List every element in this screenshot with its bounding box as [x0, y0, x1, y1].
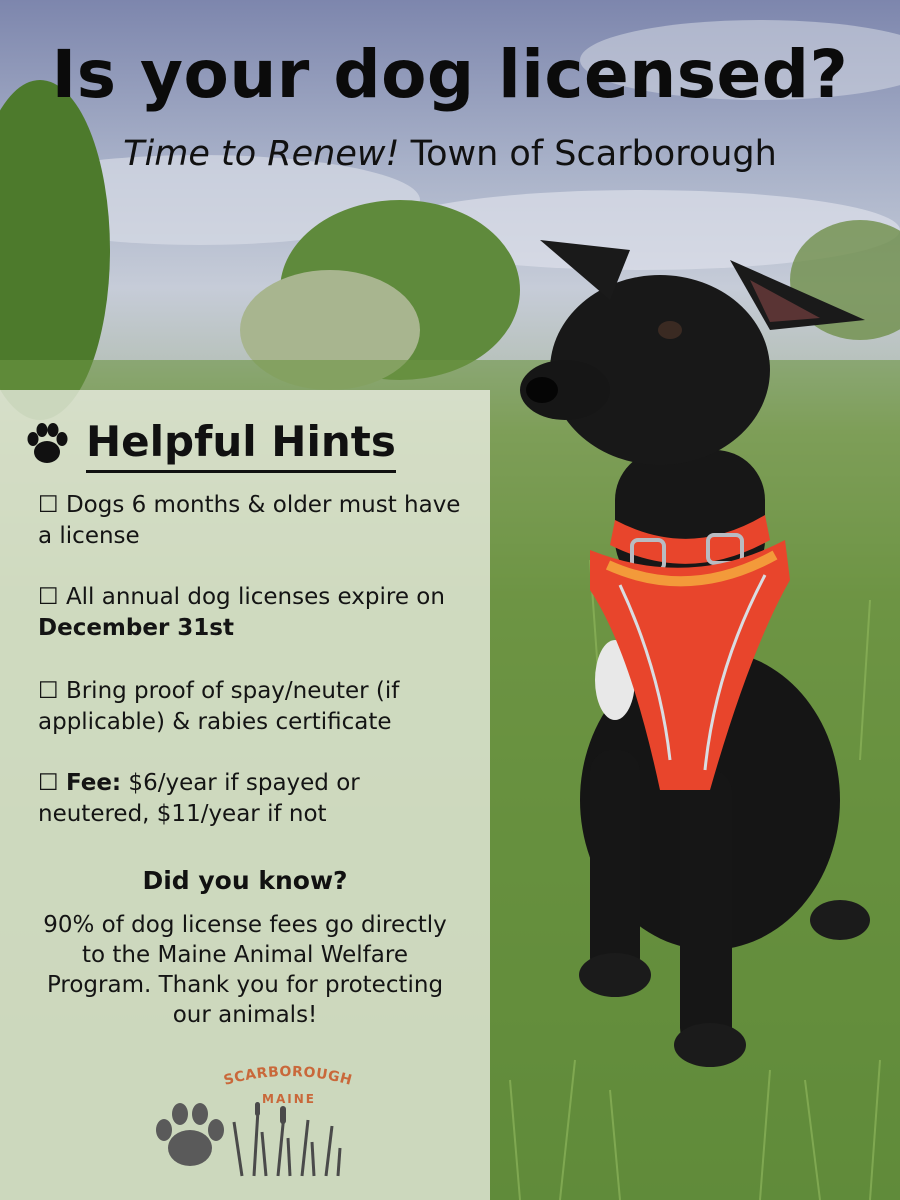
checkbox-icon: ☐ [38, 770, 59, 796]
paw-icon [24, 421, 70, 467]
hint-bold: December 31st [38, 615, 234, 641]
hint-item [38, 676, 478, 738]
headline: Is your dog licensed? [51, 36, 849, 113]
subhead-italic: Time to Renew! [123, 134, 400, 174]
hint-text: All annual dog licenses expire on [65, 584, 445, 610]
logo-paw-icon [152, 1102, 228, 1172]
hint-item [38, 582, 478, 644]
did-you-know-body: 90% of dog license fees go directly to the Maine Animal Welfare Program. Thank you for protecting our animals! [43, 912, 447, 1028]
subhead [0, 134, 900, 174]
logo-maine: MAINE [262, 1092, 316, 1106]
hint-text: $6/year if spayed or neutered, $11/year if not [38, 770, 360, 827]
logo-grass-icon [232, 1102, 348, 1178]
hint-text: Dogs 6 months & older must have a license [38, 492, 461, 549]
did-you-know-title: Did you know? [142, 866, 348, 895]
hint-text: Bring proof of spay/neuter (if applicable) & rabies certificate [38, 678, 400, 735]
hint-bold: Fee: [65, 770, 122, 796]
scarborough-wordmark [218, 1062, 358, 1088]
checkbox-icon: ☐ [38, 678, 59, 704]
checkbox-icon: ☐ [38, 492, 59, 518]
svg-text:SCARBOROUGH [222, 1064, 354, 1088]
helpful-hints-panel [0, 390, 490, 1200]
hints-title: Helpful Hints [86, 416, 396, 473]
subhead-rest: Town of Scarborough [399, 134, 777, 174]
dog-illustration [520, 230, 880, 1080]
hint-item [38, 490, 478, 552]
logo-wordmark-text: SCARBOROUGH [222, 1063, 354, 1088]
hints-title-row [24, 416, 396, 472]
hint-item [38, 768, 478, 830]
checkbox-icon: ☐ [38, 584, 59, 610]
